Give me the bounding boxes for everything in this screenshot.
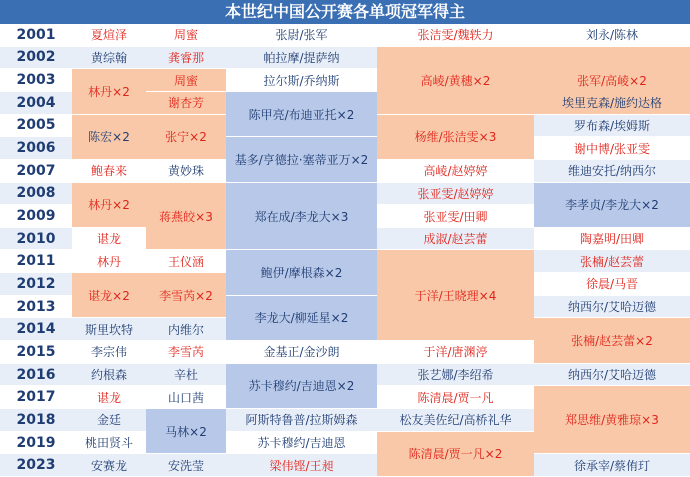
year-cell: 2019	[0, 432, 72, 455]
womens-doubles-cell: 陈清晨/贾一凡	[377, 386, 534, 409]
mens-singles-cell: 斯里坎特	[72, 318, 146, 341]
womens-doubles-cell: 高崚/赵婷婷	[377, 160, 534, 183]
womens-singles-cell: 蒋燕皎×3	[146, 183, 226, 251]
mixed-doubles-cell: 郑思维/黄雅琼×3	[534, 386, 690, 454]
womens-singles-cell: 安洗莹	[146, 454, 226, 477]
mens-singles-cell: 黄综翰	[72, 47, 146, 70]
year-cell: 2015	[0, 341, 72, 364]
womens-doubles-cell: 陈清晨/贾一凡×2	[377, 432, 534, 477]
mens-doubles-cell: 苏卡穆约/吉迪恩×2	[226, 364, 377, 409]
womens-doubles-cell: 成淑/赵芸蕾	[377, 228, 534, 251]
mens-singles-cell: 林丹	[72, 250, 146, 273]
mens-singles-cell: 桃田贤斗	[72, 432, 146, 455]
womens-singles-cell: 马林×2	[146, 409, 226, 454]
womens-doubles-cell: 张亚雯/赵婷婷	[377, 183, 534, 206]
mens-singles-cell: 安赛龙	[72, 454, 146, 477]
mixed-doubles-cell: 埃里克森/施约达格	[534, 92, 690, 115]
womens-singles-cell: 周蜜	[146, 69, 226, 92]
mens-doubles-cell: 郑在成/李龙大×3	[226, 183, 377, 251]
mixed-doubles-cell: 谢中博/张亚雯	[534, 137, 690, 160]
mixed-doubles-cell: 李孝贞/李龙大×2	[534, 183, 690, 228]
mixed-doubles-cell: 纳西尔/艾哈迈德	[534, 296, 690, 319]
mens-singles-cell: 林丹×2	[72, 69, 146, 114]
year-cell: 2013	[0, 296, 72, 319]
year-cell: 2017	[0, 386, 72, 409]
womens-singles-cell: 内维尔	[146, 318, 226, 341]
womens-doubles-cell: 张艺娜/李绍希	[377, 364, 534, 387]
mens-singles-cell: 林丹×2	[72, 183, 146, 228]
mixed-doubles-cell: 徐晨/马晋	[534, 273, 690, 296]
year-cell: 2012	[0, 273, 72, 296]
year-cell: 2010	[0, 228, 72, 251]
mens-singles-cell: 谌龙×2	[72, 273, 146, 318]
mixed-doubles-cell: 陶嘉明/田卿	[534, 228, 690, 251]
womens-singles-cell: 谢杏芳	[146, 92, 226, 115]
womens-singles-cell: 山口茜	[146, 386, 226, 409]
mixed-doubles-cell: 维迪安托/纳西尔	[534, 160, 690, 183]
womens-singles-cell: 辛杜	[146, 364, 226, 387]
mens-singles-cell: 夏煊泽	[72, 24, 146, 47]
year-cell: 2009	[0, 205, 72, 228]
mens-doubles-cell: 阿斯特鲁普/拉斯姆森	[226, 409, 377, 432]
mens-doubles-cell: 陈甲亮/布迪亚托×2	[226, 92, 377, 137]
womens-singles-cell: 黄妙珠	[146, 160, 226, 183]
mens-doubles-cell: 金基正/金沙朗	[226, 341, 377, 364]
womens-singles-cell: 张宁×2	[146, 115, 226, 160]
year-cell: 2002	[0, 47, 72, 70]
mixed-doubles-cell: 纳西尔/艾哈迈德	[534, 364, 690, 387]
womens-doubles-cell: 杨维/张洁雯×3	[377, 115, 534, 160]
champions-table	[0, 24, 690, 477]
mens-singles-cell: 李宗伟	[72, 341, 146, 364]
mens-doubles-cell: 梁伟铿/王昶	[226, 454, 377, 477]
womens-singles-cell: 王仪涵	[146, 250, 226, 273]
mens-doubles-cell: 苏卡穆约/吉迪恩	[226, 432, 377, 455]
mens-singles-cell: 约根森	[72, 364, 146, 387]
womens-singles-cell: 李雪芮	[146, 341, 226, 364]
mens-singles-cell: 金廷	[72, 409, 146, 432]
year-cell: 2001	[0, 24, 72, 47]
mens-singles-cell: 谌龙	[72, 386, 146, 409]
mens-doubles-cell: 李龙大/柳延星×2	[226, 296, 377, 341]
mixed-doubles-cell: 张楠/赵芸蕾×2	[534, 318, 690, 363]
year-cell: 2007	[0, 160, 72, 183]
mens-doubles-cell: 拉尔斯/乔纳斯	[226, 69, 377, 92]
mens-doubles-cell: 基多/亨德拉·塞蒂亚万×2	[226, 137, 377, 182]
womens-doubles-cell: 高崚/黄穗×2	[377, 47, 534, 115]
mixed-doubles-cell: 张军/高崚×2	[534, 47, 690, 115]
mens-doubles-cell: 帕拉摩/提萨纳	[226, 47, 377, 70]
year-cell: 2018	[0, 409, 72, 432]
womens-singles-cell: 周蜜	[146, 24, 226, 47]
year-cell: 2003	[0, 69, 72, 92]
womens-singles-cell: 龚睿那	[146, 47, 226, 70]
mixed-doubles-cell: 张楠/赵芸蕾	[534, 250, 690, 273]
mens-doubles-cell: 鲍伊/摩根森×2	[226, 250, 377, 295]
year-cell: 2016	[0, 364, 72, 387]
womens-doubles-cell: 于洋/唐渊渟	[377, 341, 534, 364]
year-cell: 2004	[0, 92, 72, 115]
mens-singles-cell: 陈宏×2	[72, 115, 146, 160]
womens-doubles-cell: 松友美佐纪/高桥礼华	[377, 409, 534, 432]
year-cell: 2014	[0, 318, 72, 341]
year-cell: 2006	[0, 137, 72, 160]
mens-singles-cell: 谌龙	[72, 228, 146, 251]
year-cell: 2008	[0, 183, 72, 206]
year-cell: 2011	[0, 250, 72, 273]
womens-singles-cell: 李雪芮×2	[146, 273, 226, 318]
year-cell: 2005	[0, 115, 72, 138]
mixed-doubles-cell: 徐承宰/蔡侑玎	[534, 454, 690, 477]
womens-doubles-cell: 于洋/王晓理×4	[377, 250, 534, 341]
year-cell: 2023	[0, 454, 72, 477]
womens-doubles-cell: 张洁雯/魏轶力	[377, 24, 534, 47]
womens-doubles-cell: 张亚雯/田卿	[377, 205, 534, 228]
page-title: 本世纪中国公开赛各单项冠军得主	[0, 0, 690, 24]
mixed-doubles-cell: 刘永/陈林	[534, 24, 690, 47]
mixed-doubles-cell: 罗布森/埃姆斯	[534, 115, 690, 138]
mens-singles-cell: 鲍春来	[72, 160, 146, 183]
mens-doubles-cell: 张尉/张军	[226, 24, 377, 47]
